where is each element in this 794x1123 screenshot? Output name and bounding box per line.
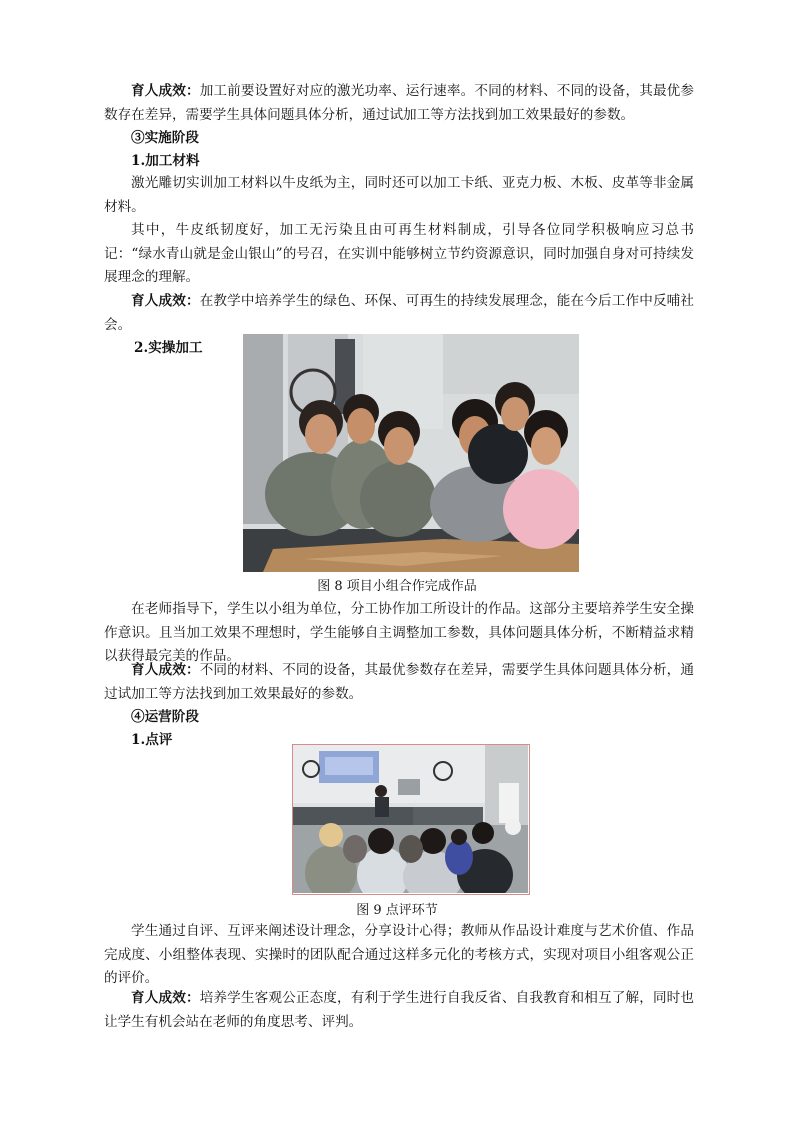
heading-practical-processing: 2.实操加工	[134, 340, 203, 356]
outcome-label: 育人成效：	[131, 293, 200, 309]
paragraph-review: 学生通过自评、互评来阐述设计理念，分享设计心得；教师从作品设计难度与艺术价值、作品完成度、小组整体表现、实操时的团队配合通过这样多元化的考核方式，实现对项目小组客观公正的评价。	[104, 923, 694, 987]
paragraph-text: 不同的材料、不同的设备，其最优参数存在差异，需要学生具体问题具体分析，通过试加工等方法找到加工效果最好的参数。	[104, 662, 695, 702]
heading-implementation-stage: ③实施阶段	[131, 130, 199, 146]
paragraph-kraft-paper: 其中，牛皮纸韧度好，加工无污染且由可再生材料制成，引导各位同学积极响应习总书记：“绿水青山就是金山银山”的号召，在实训中能够树立节约资源意识，同时加强自身对可持续发展理念的理解。	[104, 222, 694, 286]
outcome-label: 育人成效：	[131, 990, 200, 1006]
figure-9-caption: 图 9 点评环节	[356, 903, 438, 918]
figure-9-photo	[292, 744, 530, 895]
paragraph-text: 加工前要设置好对应的激光功率、运行速率。不同的材料、不同的设备，其最优参数存在差异，需要学生具体问题具体分析，通过试加工等方法找到加工效果最好的参数。	[104, 83, 695, 123]
heading-processing-material: 1.加工材料	[131, 153, 200, 169]
figure-8-caption: 图 8 项目小组合作完成作品	[317, 579, 477, 594]
paragraph-practice: 在老师指导下，学生以小组为单位，分工协作加工所设计的作品。这部分主要培养学生安全操作意识。且当加工效果不理想时，学生能够自主调整加工参数，具体问题具体分析，不断精益求精以获得最完美的作品。	[104, 601, 694, 665]
paragraph-outcome-3	[104, 659, 694, 706]
figure-8-photo	[243, 334, 579, 572]
paragraph-text: 培养学生客观公正态度，有利于学生进行自我反省、自我教育和相互了解，同时也让学生有机会站在老师的角度思考、评判。	[104, 990, 695, 1030]
outcome-label: 育人成效：	[131, 662, 200, 678]
paragraph-text: 在教学中培养学生的绿色、环保、可再生的持续发展理念，能在今后工作中反哺社会。	[104, 293, 695, 333]
heading-operation-stage: ④运营阶段	[131, 709, 199, 725]
outcome-label: 育人成效：	[131, 83, 200, 99]
paragraph-outcome-1	[104, 80, 694, 127]
heading-review: 1.点评	[131, 732, 173, 748]
paragraph-outcome-4	[104, 987, 694, 1034]
paragraph-material: 激光雕切实训加工材料以牛皮纸为主，同时还可以加工卡纸、亚克力板、木板、皮革等非金属材料。	[104, 175, 694, 215]
paragraph-outcome-2	[104, 290, 694, 337]
